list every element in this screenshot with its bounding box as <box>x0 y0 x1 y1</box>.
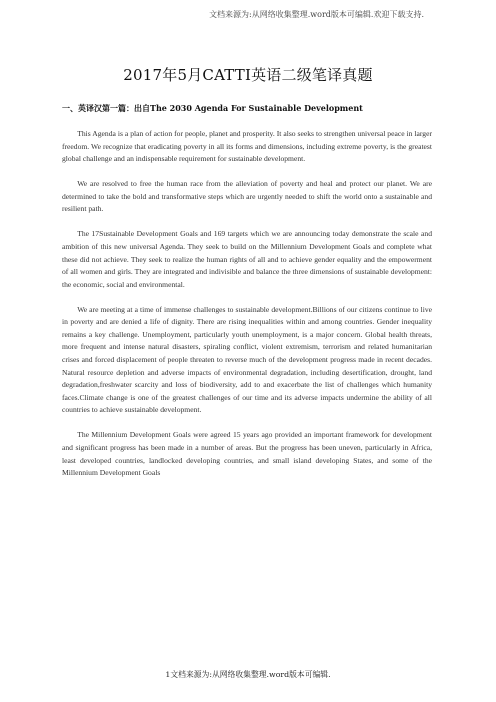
document-title: 2017年5月CATTI英语二级笔译真题 <box>123 66 373 84</box>
section-heading: 一、英译汉第一篇：出自The 2030 Agenda For Sustainable Development <box>62 103 363 113</box>
paragraph: The Millennium Development Goals were agreed 15 years ago provided an important framework for development and significant progress has been made in a number of areas. But the progress has been uneven, particularly in Africa, least developed countries, landlocked developing countries, and small island developing States, and some of the Millennium Development Goals <box>62 430 432 478</box>
header-source-note: 文档来源为:从网络收集整理.word版本可编辑.欢迎下载支持. <box>209 10 424 19</box>
paragraph: We are meeting at a time of immense challenges to sustainable development.Billions of our citizens continue to live in poverty and are denied a life of dignity. There are rising inequalities within and among countries. Gender inequality remains a key challenge. Unemployment, particularly youth unemployment, is a major concern. Global health threats, more frequent and intense natural disasters, spiraling conflict, violent extremism, terrorism and related humanitarian crises and forced displacement of people threaten to reverse much of the development progress made in recent decades. Natural resource depletion and adverse impacts of environmental degradation, including desertification, drought, land degradation,freshwater scarcity and loss of biodiversity, add to and exacerbate the list of challenges which humanity faces.Climate change is one of the greatest challenges of our time and its adverse impacts undermine the ability of all countries to achieve sustainable development. <box>62 304 432 415</box>
paragraph: The 17Sustainable Development Goals and 169 targets which we are announcing today demonstrate the scale and ambition of this new universal Agenda. They seek to build on the Millennium Development Goals and complete what these did not achieve. They seek to realize the human rights of all and to achieve gender equality and the empowerment of all women and girls. They are integrated and indivisible and balance the three dimensions of sustainable development: the economic, social and environmental. <box>62 229 432 289</box>
document-body <box>62 128 432 492</box>
footer-source-note: 1文档来源为:从网络收集整理.word版本可编辑. <box>165 670 331 679</box>
paragraph: We are resolved to free the human race from the alleviation of poverty and heal and protect our planet. We are determined to take the bold and transformative steps which are urgently needed to shift the world onto a sustainable and resilient path. <box>62 179 432 214</box>
paragraph: This Agenda is a plan of action for people, planet and prosperity. It also seeks to strengthen universal peace in larger freedom. We recognize that eradicating poverty in all its forms and dimensions, including extreme poverty, is the greatest global challenge and an indispensable requirement for sustainable development. <box>62 129 432 164</box>
